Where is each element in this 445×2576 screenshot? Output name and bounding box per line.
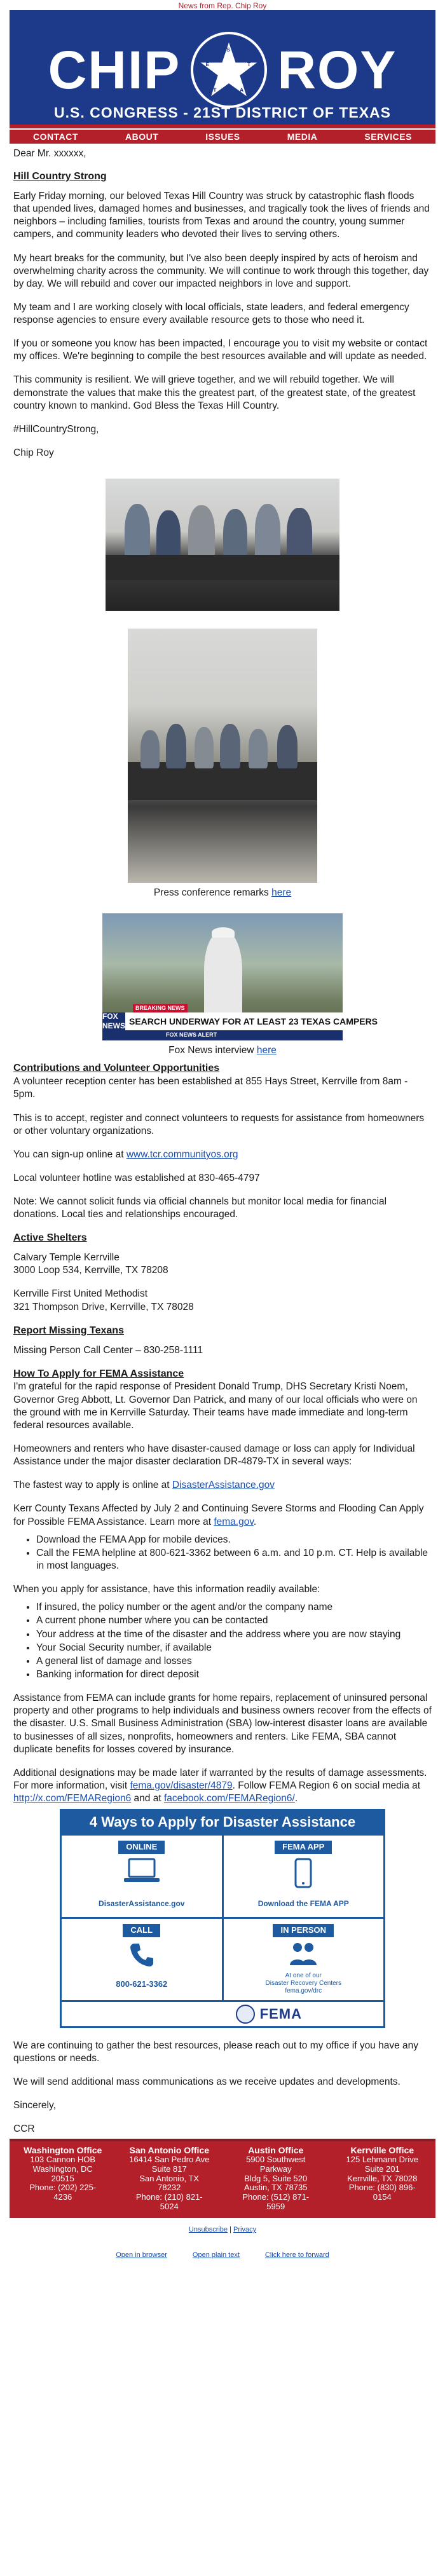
offices-footer: [10, 2139, 435, 2219]
nav-about[interactable]: ABOUT: [125, 132, 159, 142]
missing-call-center: Missing Person Call Center – 830-258-1111: [13, 1344, 203, 1356]
closing-sincerely: Sincerely,: [13, 2100, 56, 2111]
fema-p2: Homeowners and renters who have disaster-caused damage or loss can apply for Individual Assistance under the major disaster declaration DR-4879-TX in several ways:: [13, 1443, 415, 1468]
banner-subtitle: U.S. CONGRESS - 21ST DISTRICT OF TEXAS: [53, 104, 391, 121]
office-austin: [222, 2145, 329, 2212]
office-line: 5959: [266, 2202, 285, 2212]
office-kerrville: [329, 2145, 436, 2212]
fema-disaster-4879-link[interactable]: fema.gov/disaster/4879: [130, 1780, 233, 1791]
shelter-name: Kerrville First United Methodist: [13, 1288, 148, 1300]
kerr-county-suffix: .: [253, 1516, 257, 1527]
office-line: San Antonio, TX: [139, 2173, 200, 2183]
contributions-p5: Note: We cannot solicit funds via official channels but monitor local media for financial donations. Local ties and relationships encouraged.: [13, 1196, 387, 1220]
fema-app-label: FEMA APP: [275, 1841, 332, 1854]
closing-p1: We are continuing to gather the best resources, please reach out to my office if you have any questions or needs.: [13, 2040, 419, 2064]
office-line: Washington, DC: [32, 2164, 93, 2174]
ticker-breaking-label: BREAKING NEWS: [133, 1004, 188, 1013]
office-name: Washington Office: [24, 2144, 102, 2155]
nav-contact[interactable]: CONTACT: [33, 132, 78, 142]
email-body: [10, 144, 435, 2136]
office-line: 78232: [158, 2183, 181, 2193]
email-container: [10, 10, 435, 2259]
footer-links: [10, 2251, 435, 2259]
drc-note-3: fema.gov/drc: [285, 1987, 322, 1994]
fema-info-list: [13, 1601, 432, 1681]
fema-in-person-label: IN PERSON: [273, 1924, 334, 1937]
fema-x-link[interactable]: http://x.com/FEMARegion6: [13, 1793, 132, 1804]
tcr-signup-link[interactable]: www.tcr.communityos.org: [126, 1148, 238, 1160]
list-item: • Your address at the time of the disaster and the address where you are now staying: [36, 1628, 432, 1641]
star-logo-icon: [191, 32, 267, 108]
list-item: • A general list of damage and losses: [36, 1655, 432, 1668]
fema-ways-grid: [62, 1836, 383, 2000]
disaster-assistance-link[interactable]: DisasterAssistance.gov: [172, 1480, 275, 1491]
fema-logo-text: FEMA: [259, 2005, 302, 2022]
intro-paragraph-2: My heart breaks for the community, but I've also been deeply inspired by acts of heroism and overwhelming charity across the community. We will continue to work through this together, day by day. We will rebuild and cover our impacted neighbors in love and support.: [13, 252, 429, 289]
office-line: 125 Lehmann Drive: [346, 2154, 418, 2164]
star-letter-t1: T: [247, 61, 252, 68]
fema-p6: Assistance from FEMA can include grants for home repairs, replacement of uninsured personal property and other programs to help individuals and business owners recover from the effects of the disaster. U.S. Small Business Administration (SBA) low-interest disaster loans are available to businesses of all sizes, nonprofits, homeowners and renters. Like FEMA, SBA cannot duplicate benefits for losses covered by insurance.: [13, 1693, 432, 1755]
list-item: • Call the FEMA helpline at 800-621-3362 between 6 a.m. and 10 p.m. CT. Help is available in most languages.: [36, 1547, 432, 1572]
list-item: • If insured, the policy number or the agent and/or the company name: [36, 1601, 432, 1614]
news-ticker: [102, 1011, 378, 1031]
header-banner[interactable]: [10, 10, 435, 128]
hashtag-signoff: #HillCountryStrong,: [13, 423, 99, 435]
and-at-text: and at: [131, 1793, 164, 1804]
banner-name-left: CHIP: [48, 40, 181, 100]
fema-p4: [13, 1503, 432, 1528]
fema-logo-bar: [62, 2002, 383, 2026]
nav-bar: [10, 128, 435, 144]
star-letter-s: S: [226, 46, 232, 53]
shelter-address: 321 Thompson Drive, Kerrville, TX 78028: [13, 1301, 194, 1312]
press-caption-text: Press conference remarks: [153, 887, 272, 899]
fema-call-label: CALL: [123, 1924, 160, 1937]
closing-signature: CCR: [13, 2123, 35, 2135]
list-item: • Download the FEMA App for mobile devices.: [36, 1534, 432, 1546]
heading-fema: How To Apply for FEMA Assistance: [13, 1368, 184, 1379]
drc-note-2: Disaster Recovery Centers: [265, 1979, 341, 1987]
star-letter-e: E: [205, 61, 211, 68]
banner-name: [10, 32, 435, 108]
preheader: News from Rep. Chip Roy: [178, 1, 267, 10]
contributions-p4: Local volunteer hotline was established at 830-465-4797: [13, 1172, 260, 1183]
office-line: Phone: (830) 896-: [348, 2183, 416, 2193]
fema-online-link: DisasterAssistance.gov: [99, 1899, 185, 1909]
star-letter-a: A: [240, 86, 245, 93]
additional-designations-text: Additional designations may be made later if warranted by the results of damage assessments. For more information, visit: [13, 1767, 427, 1791]
fastest-way-text: The fastest way to apply is online at: [13, 1480, 172, 1491]
fema-app-link: Download the FEMA APP: [257, 1899, 349, 1909]
nav-issues[interactable]: ISSUES: [205, 132, 240, 142]
office-line: 16414 San Pedro Ave: [129, 2154, 210, 2164]
intro-paragraph-4: If you or someone you know has been impacted, I encourage you to visit my website or contact my offices. We're beginning to compile the best resources available and will update as needed.: [13, 338, 428, 362]
fema-online-cell: [62, 1836, 222, 1917]
office-line: Parkway: [259, 2164, 292, 2174]
office-line: 103 Cannon HOB: [30, 2154, 96, 2164]
list-item: • A current phone number where you can be contacted: [36, 1614, 432, 1627]
signup-text: You can sign-up online at: [13, 1148, 127, 1160]
heading-shelters: Active Shelters: [13, 1232, 87, 1244]
photo-fox-interview[interactable]: [102, 913, 378, 1040]
open-plain-text-link[interactable]: Open plain text: [192, 2251, 240, 2259]
photo-meeting-table[interactable]: [106, 479, 339, 611]
contributions-p1: A volunteer reception center has been established at 855 Hays Street, Kerrville from 8am - 5pm.: [13, 1076, 408, 1100]
greeting: Dear Mr. xxxxxx,: [13, 148, 86, 159]
intro-paragraph-3: My team and I are working closely with local officials, state leaders, and federal emergency response agencies to ensure every available resource gets to those who need it.: [13, 301, 409, 326]
open-in-browser-link[interactable]: Open in browser: [116, 2251, 167, 2259]
kerr-county-text: Kerr County Texans Affected by July 2 and Continuing Severe Storms and Flooding Can Apply for Possible FEMA Assistance. Learn more at: [13, 1503, 424, 1527]
ticker-headline: SEARCH UNDERWAY FOR AT LEAST 23 TEXAS CAMPERS: [129, 1016, 378, 1027]
fema-call-cell: [62, 1919, 222, 2000]
privacy-link[interactable]: Privacy: [233, 2226, 257, 2234]
mobile-phone-icon: [294, 1858, 313, 1888]
fox-caption: [13, 1044, 432, 1057]
fox-caption-text: Fox News interview: [168, 1045, 257, 1056]
star-letter-t2: T: [213, 86, 218, 93]
fema-online-label: ONLINE: [118, 1841, 165, 1854]
heading-missing: Report Missing Texans: [13, 1325, 124, 1336]
fox-interview-link[interactable]: here: [256, 1045, 277, 1056]
office-line: 0154: [373, 2192, 392, 2202]
heading-hill-country: Hill Country Strong: [13, 171, 107, 182]
fema-app-cell: [224, 1836, 384, 1917]
contributions-p3: [13, 1148, 432, 1161]
office-line: Phone: (202) 225-: [29, 2183, 97, 2193]
fema-p5: When you apply for assistance, have this information readily available:: [13, 1584, 320, 1595]
office-line: 5900 Southwest: [246, 2154, 306, 2164]
press-caption: [13, 887, 432, 899]
unsubscribe-row: [10, 2226, 435, 2233]
fema-p3: [13, 1479, 432, 1492]
dhs-seal-icon: [236, 2005, 255, 2024]
fema-gov-link[interactable]: fema.gov: [214, 1516, 254, 1527]
office-line: Phone: (512) 871-: [242, 2192, 310, 2202]
office-line: Suite 817: [151, 2164, 187, 2174]
intro-paragraph-5: This community is resilient. We will grieve together, and we will rebuild together. We will demonstrate the values that make this the greatest part, of the greatest state, of the greatest country known to mankind. God Bless the Texas Hill Country.: [13, 374, 416, 411]
office-name: Austin Office: [248, 2144, 304, 2155]
closing-p2: We will send additional mass communications as we receive updates and developments.: [13, 2076, 400, 2088]
fema-in-person-cell: [224, 1919, 384, 2000]
forward-link[interactable]: Click here to forward: [264, 2251, 329, 2259]
drc-note-1: At one of our: [285, 1972, 322, 1979]
press-remarks-link[interactable]: here: [271, 887, 292, 899]
unsubscribe-link[interactable]: Unsubscribe: [188, 2226, 228, 2234]
office-line: 20515: [51, 2173, 74, 2183]
phone-icon: [128, 1941, 156, 1969]
shelter-item-1: [13, 1251, 432, 1277]
star-icon: [198, 39, 259, 100]
office-line: Bldg 5, Suite 520: [244, 2173, 308, 2183]
fema-p1: I'm grateful for the rapid response of President Donald Trump, DHS Secretary Kristi Noem, Governor Greg Abbott, Lt. Governor Dan Patrick, and many of our local officials who were on the ground with me in Kerrville Saturday. Their teams have made immediate and long-term federal resources available.: [13, 1381, 418, 1431]
fox-news-logo: FOX NEWS: [102, 1011, 125, 1031]
fema-ways-list: [13, 1534, 432, 1572]
office-san-antonio: [116, 2145, 223, 2212]
photo-press-conference[interactable]: [128, 629, 317, 883]
office-line: Austin, TX 78735: [244, 2183, 308, 2193]
fema-in-person-note: [224, 1972, 384, 1995]
nav-services[interactable]: SERVICES: [364, 132, 412, 142]
list-item: • Banking information for direct deposit: [36, 1668, 432, 1681]
unsub-separator: |: [228, 2226, 234, 2234]
nav-media[interactable]: MEDIA: [287, 132, 318, 142]
signature-chip-roy: Chip Roy: [13, 447, 54, 459]
list-item: • Your Social Security number, if available: [36, 1642, 432, 1654]
follow-suffix: .: [294, 1793, 298, 1804]
follow-fema-text: . Follow FEMA Region 6 on social media at: [232, 1780, 421, 1791]
office-line: Suite 201: [364, 2164, 400, 2174]
office-line: Kerrville, TX 78028: [347, 2173, 418, 2183]
office-line: 5024: [160, 2202, 179, 2212]
intro-paragraph-1: Early Friday morning, our beloved Texas Hill Country was struck by catastrophic flash floods that upended lives, damaged homes and businesses, and tragically took the lives of friends and neighbors – including families, tourists from Texas and around the country, young summer campers, and community leaders who devoted their lives to serving others.: [13, 190, 430, 240]
shelter-name: Calvary Temple Kerrville: [13, 1252, 120, 1264]
contributions-p2: This is to accept, register and connect volunteers to requests for assistance from homeowners or other voluntary organizations.: [13, 1112, 425, 1136]
laptop-icon: [123, 1858, 161, 1884]
shelter-item-2: [13, 1288, 432, 1313]
fema-graphic[interactable]: [60, 1809, 385, 2028]
fema-p7: [13, 1767, 432, 1805]
office-washington: [10, 2145, 116, 2212]
banner-name-right: ROY: [277, 40, 397, 100]
ticker-alert-bar: FOX NEWS ALERT: [102, 1030, 343, 1040]
fema-graphic-title: 4 Ways to Apply for Disaster Assistance: [89, 1814, 356, 1830]
office-line: Phone: (210) 821-: [135, 2192, 203, 2202]
fema-facebook-link[interactable]: facebook.com/FEMARegion6/: [163, 1793, 295, 1804]
office-line: 4236: [53, 2192, 72, 2202]
people-icon: [287, 1941, 319, 1966]
heading-contributions: Contributions and Volunteer Opportunities: [13, 1063, 220, 1074]
shelter-address: 3000 Loop 534, Kerrville, TX 78208: [13, 1265, 168, 1276]
fema-call-phone: 800-621-3362: [116, 1979, 168, 1989]
office-name: San Antonio Office: [129, 2144, 209, 2155]
office-name: Kerrville Office: [350, 2144, 414, 2155]
